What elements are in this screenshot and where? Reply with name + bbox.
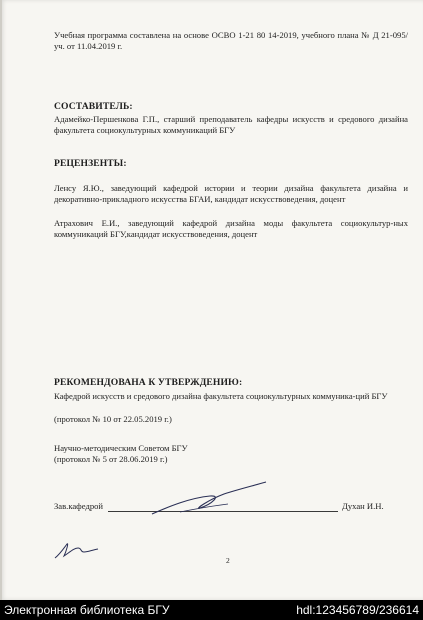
reviewer-2-text: Атрахович Е.И., заведующий кафедрой дизайна моды факультета социокультур-ных коммуникаций БГУ,кандидат искусствоведения, доцент <box>54 218 408 239</box>
recommended-text: Кафедрой искусств и средового дизайна факультета социокультурных коммуника-ций БГУ <box>54 391 388 401</box>
protocol-2: (протокол № 5 от 28.06.2019 г.) <box>54 454 168 464</box>
compiler-heading: СОСТАВИТЕЛЬ: <box>54 101 133 112</box>
signature-label: Зав.кафедрой <box>54 501 104 511</box>
signature-name: Духан И.Н. <box>342 501 384 511</box>
protocol-1: (протокол № 10 от 22.05.2019 г.) <box>54 414 172 424</box>
initials-mark <box>52 540 102 562</box>
recommended-heading: РЕКОМЕНДОВАНА К УТВЕРЖДЕНИЮ: <box>54 377 243 388</box>
compiler-text: Адамейко-Першенкова Г.П., старший преподаватель кафедры искусств и средового дизайна факультета социокультурных коммуникаций БГУ <box>54 114 408 135</box>
library-footer <box>0 600 423 620</box>
council-text: Научно-методическим Советом БГУ <box>54 443 188 453</box>
library-name: Электронная библиотека БГУ <box>4 603 170 617</box>
page-number: 2 <box>226 556 230 565</box>
handle-id: hdl:123456789/236614 <box>296 603 419 617</box>
intro-text: Учебная программа составлена на основе ОСВО 1-21 80 14-2019, учебного плана № Д 21-095/уч. от 11.04.2019 г. <box>54 30 408 51</box>
reviewer-1-text: Ленсу Я.Ю., заведующий кафедрой истории и теории дизайна факультета дизайна и декоративно-прикладного искусства БГАИ, кандидат искусствоведения, доцент <box>54 183 408 204</box>
reviewers-heading: РЕЦЕНЗЕНТЫ: <box>54 158 127 169</box>
handwritten-signature <box>150 476 270 526</box>
